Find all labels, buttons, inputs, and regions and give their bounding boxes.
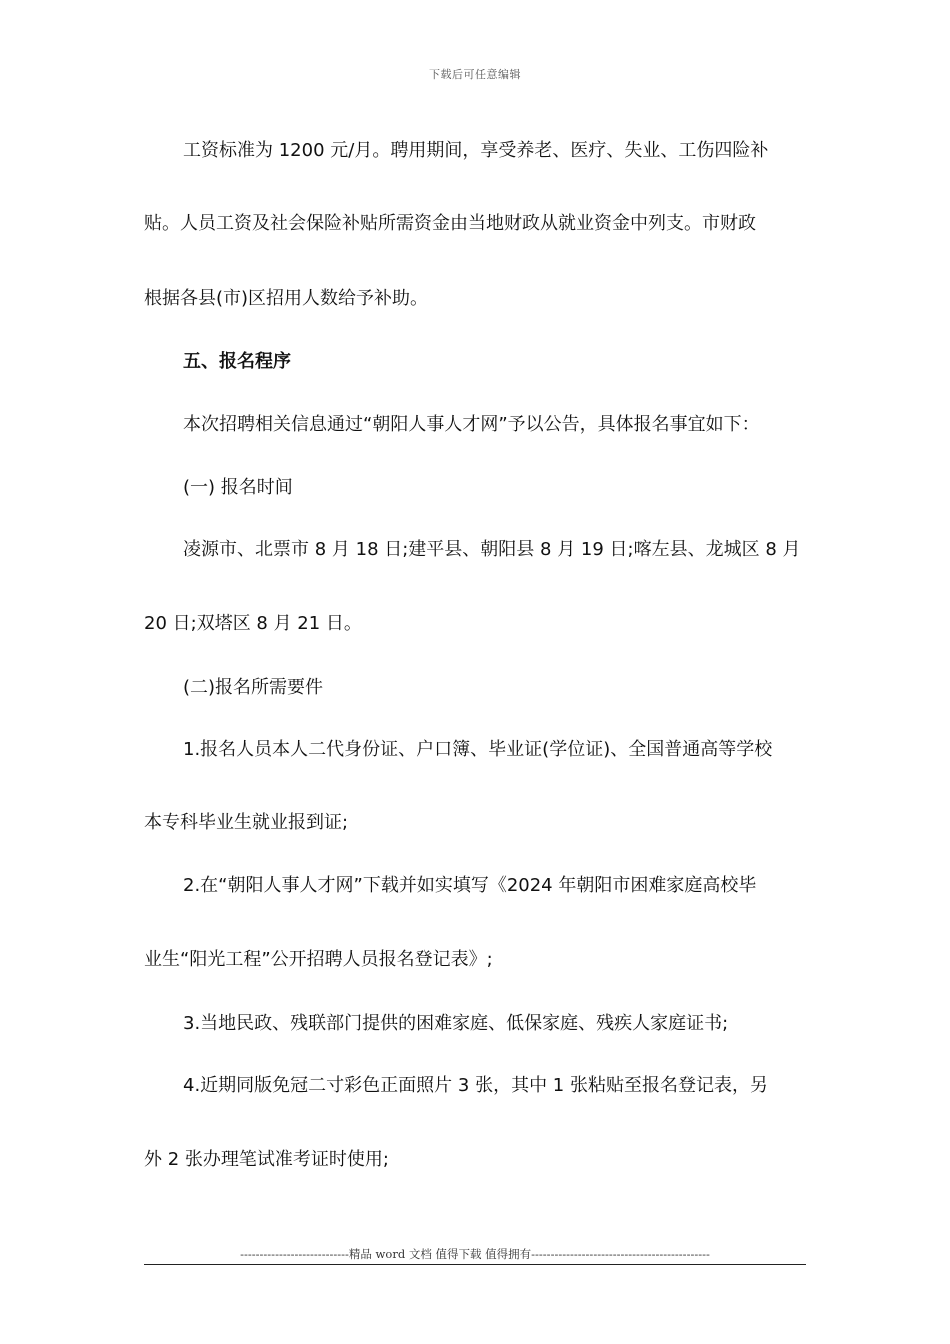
subsection-heading: (一) 报名时间 xyxy=(183,477,293,498)
paragraph-line: 凌源市、北票市 8 月 18 日;建平县、朝阳县 8 月 19 日;喀左县、龙城区 8 月 xyxy=(183,539,801,560)
paragraph-line: 20 日;双塔区 8 月 21 日。 xyxy=(144,613,362,634)
subsection-heading: (二)报名所需要件 xyxy=(183,677,324,698)
list-item: 3.当地民政、残联部门提供的困难家庭、低保家庭、残疾人家庭证书; xyxy=(183,1013,729,1034)
footer-note: ----------------------------精品 word 文档 值得下载 值得拥有---------------------------------------------- xyxy=(144,1246,806,1265)
paragraph-line: 工资标准为 1200 元/月。聘用期间，享受养老、医疗、失业、工伤四险补 xyxy=(183,140,769,161)
list-item: 1.报名人员本人二代身份证、户口簿、毕业证(学位证)、全国普通高等学校 xyxy=(183,739,773,760)
list-item-continuation: 外 2 张办理笔试准考证时使用; xyxy=(144,1149,389,1170)
list-item-continuation: 业生“阳光工程”公开招聘人员报名登记表》; xyxy=(144,949,493,970)
header-note: 下载后可任意编辑 xyxy=(429,68,521,81)
paragraph-line: 贴。人员工资及社会保险补贴所需资金由当地财政从就业资金中列支。市财政 xyxy=(144,213,756,234)
list-item: 4.近期同版免冠二寸彩色正面照片 3 张，其中 1 张粘贴至报名登记表，另 xyxy=(183,1075,768,1096)
list-item-continuation: 本专科毕业生就业报到证; xyxy=(144,812,349,833)
section-heading: 五、报名程序 xyxy=(183,351,291,372)
paragraph-line: 根据各县(市)区招用人数给予补助。 xyxy=(144,288,429,309)
paragraph-line: 本次招聘相关信息通过“朝阳人事人才网”予以公告，具体报名事宜如下： xyxy=(183,414,760,435)
list-item: 2.在“朝阳人事人才网”下载并如实填写《2024 年朝阳市困难家庭高校毕 xyxy=(183,875,757,896)
